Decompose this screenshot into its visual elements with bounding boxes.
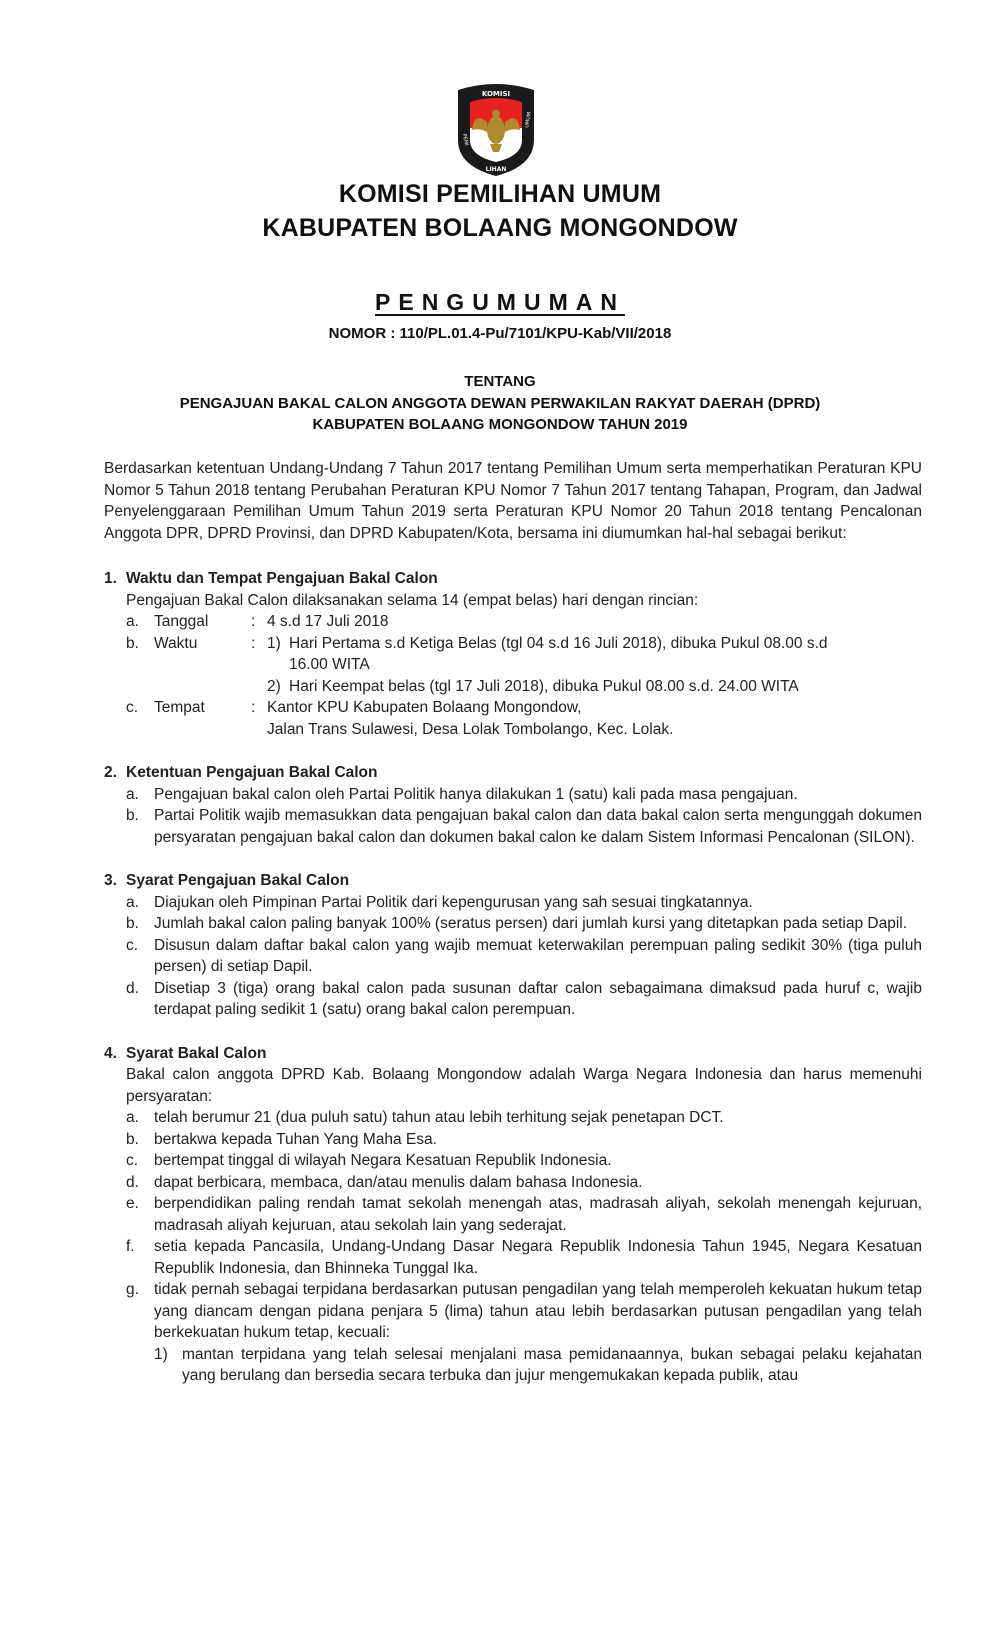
list-item: c. bertempat tinggal di wilayah Negara Kesatuan Republik Indonesia. bbox=[126, 1152, 612, 1169]
list-item: b. Jumlah bakal calon paling banyak 100% (seratus persen) dari jumlah kursi yang ditetapkan pada setiap Dapil. bbox=[126, 915, 908, 932]
subject-line2: KABUPATEN BOLAANG MONGONDOW TAHUN 2019 bbox=[312, 416, 688, 433]
svg-text:UMUM: UMUM bbox=[524, 111, 533, 129]
section-heading: 3. Syarat Pengajuan Bakal Calon bbox=[104, 872, 350, 889]
list-item: b. Partai Politik wajib memasukkan data pengajuan bakal calon dan data bakal calon serta mengunggah dokumen persyaratan pengajuan bakal calon dan dokumen bakal calon ke dalam Sistem Informasi Pencalonan (SILON). bbox=[126, 807, 922, 846]
section-4 bbox=[104, 1043, 922, 1387]
section-1 bbox=[104, 568, 922, 740]
list-item: a. Diajukan oleh Pimpinan Partai Politik dari kepengurusan yang sah sesuai tingkatannya. bbox=[126, 893, 753, 911]
list-item: d. Disetiap 3 (tiga) orang bakal calon pada susunan daftar calon sebagaimana dimaksud pada huruf c, wajib terdapat paling sedikit 1 (satu) orang bakal calon perempuan. bbox=[126, 979, 922, 1018]
sub-item: 1) Hari Pertama s.d Ketiga Belas (tgl 04 s.d 16 Juli 2018), dibuka Pukul 08.00 s.d 16.00 WITA bbox=[267, 634, 828, 673]
list-item: a. Pengajuan bakal calon oleh Partai Politik hanya dilakukan 1 (satu) kali pada masa pengajuan. bbox=[126, 785, 798, 803]
list-item: g. tidak pernah sebagai terpidana berdasarkan putusan pengadilan yang telah memperoleh kekuatan hukum tetap yang diancam dengan pidana penjara 5 (lima) tahun atau lebih berdasarkan putusan pengadilan yang telah berkekuatan hukum tetap, kecuali: 1) mantan terpidana yang telah selesai menjalani masa pemidanaannya, bukan sebagai pelaku kejahatan yang berulang dan bersedia secara terbuka dan jujur mengemukakan kepada publik, atau bbox=[126, 1279, 922, 1387]
section-heading: 1. Waktu dan Tempat Pengajuan Bakal Calon bbox=[104, 570, 438, 587]
field-row: c. Tempat : Kantor KPU Kabupaten Bolaang Mongondow, Jalan Trans Sulawesi, Desa Lolak Tombolango, Kec. Lolak. bbox=[126, 699, 674, 738]
svg-text:PEMI: PEMI bbox=[461, 133, 470, 147]
field-row: a. Tanggal : 4 s.d 17 Juli 2018 bbox=[126, 613, 389, 630]
section-2 bbox=[104, 762, 922, 848]
svg-text:KOMISI: KOMISI bbox=[481, 90, 511, 98]
document-body bbox=[104, 458, 922, 1387]
list-item: d. dapat berbicara, membaca, dan/atau menulis dalam bahasa Indonesia. bbox=[126, 1173, 643, 1191]
list-item: f. setia kepada Pancasila, Undang-Undang Dasar Negara Republik Indonesia Tahun 1945, Negara Kesatuan Republik Indonesia, dan Bhinneka Tunggal Ika. bbox=[126, 1238, 922, 1277]
kpu-emblem-icon bbox=[452, 82, 540, 178]
list-item: b. bertakwa kepada Tuhan Yang Maha Esa. bbox=[126, 1130, 437, 1148]
subject-line1: PENGAJUAN BAKAL CALON ANGGOTA DEWAN PERWAKILAN RAKYAT DAERAH (DPRD) bbox=[179, 395, 821, 412]
section-heading: 4. Syarat Bakal Calon bbox=[104, 1044, 267, 1062]
document-number: NOMOR : 110/PL.01.4-Pu/7101/KPU-Kab/VII/2018 bbox=[328, 325, 672, 342]
sub-item: 1) mantan terpidana yang telah selesai menjalani masa pemidanaannya, bukan sebagai pelaku kejahatan yang berulang dan bersedia secara terbuka dan jujur mengemukakan kepada publik, atau bbox=[154, 1345, 922, 1384]
field-row: b. Waktu : 1) Hari Pertama s.d Ketiga Belas (tgl 04 s.d 16 Juli 2018), dibuka Pukul 08.00 s.d 16.00 WITA 2) Hari Keempat belas (tgl 17 Juli 2018), dibuka Pukul 08.00 s.d. 24.00 WITA bbox=[126, 633, 922, 698]
list-item: c. Disusun dalam daftar bakal calon yang wajib memuat keterwakilan perempuan paling sedikit 30% (tiga puluh persen) di setiap Dapil. bbox=[126, 936, 922, 975]
list-item: e. berpendidikan paling rendah tamat sekolah menengah atas, madrasah aliyah, sekolah menengah kejuruan, madrasah aliyah kejuruan, atau sekolah lain yang sederajat. bbox=[126, 1195, 922, 1234]
section-lead: Bakal calon anggota DPRD Kab. Bolaang Mongondow adalah Warga Negara Indonesia dan harus memenuhi persyaratan: bbox=[126, 1066, 922, 1105]
tentang-label: TENTANG bbox=[464, 373, 536, 390]
section-heading: 2. Ketentuan Pengajuan Bakal Calon bbox=[104, 764, 378, 781]
org-name-line1: KOMISI PEMILIHAN UMUM bbox=[338, 180, 662, 208]
sub-item: 2) Hari Keempat belas (tgl 17 Juli 2018), dibuka Pukul 08.00 s.d. 24.00 WITA bbox=[267, 677, 799, 695]
svg-text:LIHAN: LIHAN bbox=[485, 166, 507, 173]
section-lead: Pengajuan Bakal Calon dilaksanakan selama 14 (empat belas) hari dengan rincian: bbox=[126, 591, 699, 609]
section-3 bbox=[104, 870, 922, 1021]
list-item: a. telah berumur 21 (dua puluh satu) tahun atau lebih terhitung sejak penetapan DCT. bbox=[126, 1109, 724, 1126]
document-type-title: PENGUMUMAN bbox=[375, 289, 625, 315]
intro-paragraph: Berdasarkan ketentuan Undang-Undang 7 Tahun 2017 tentang Pemilihan Umum serta memperhatikan Peraturan KPU Nomor 5 Tahun 2018 tentang Perubahan Peraturan KPU Nomor 7 Tahun 2017 tentang Tahapan, Program, dan Jadwal Penyelenggaraan Pemilihan Umum Tahun 2019 serta Peraturan KPU Nomor 20 Tahun 2018 tentang Pencalonan Anggota DPR, DPRD Provinsi, dan DPRD Kabupaten/Kota, bersama ini diumumkan hal-hal sebagai berikut: bbox=[104, 460, 922, 542]
org-name-line2: KABUPATEN BOLAANG MONGONDOW bbox=[262, 214, 738, 242]
